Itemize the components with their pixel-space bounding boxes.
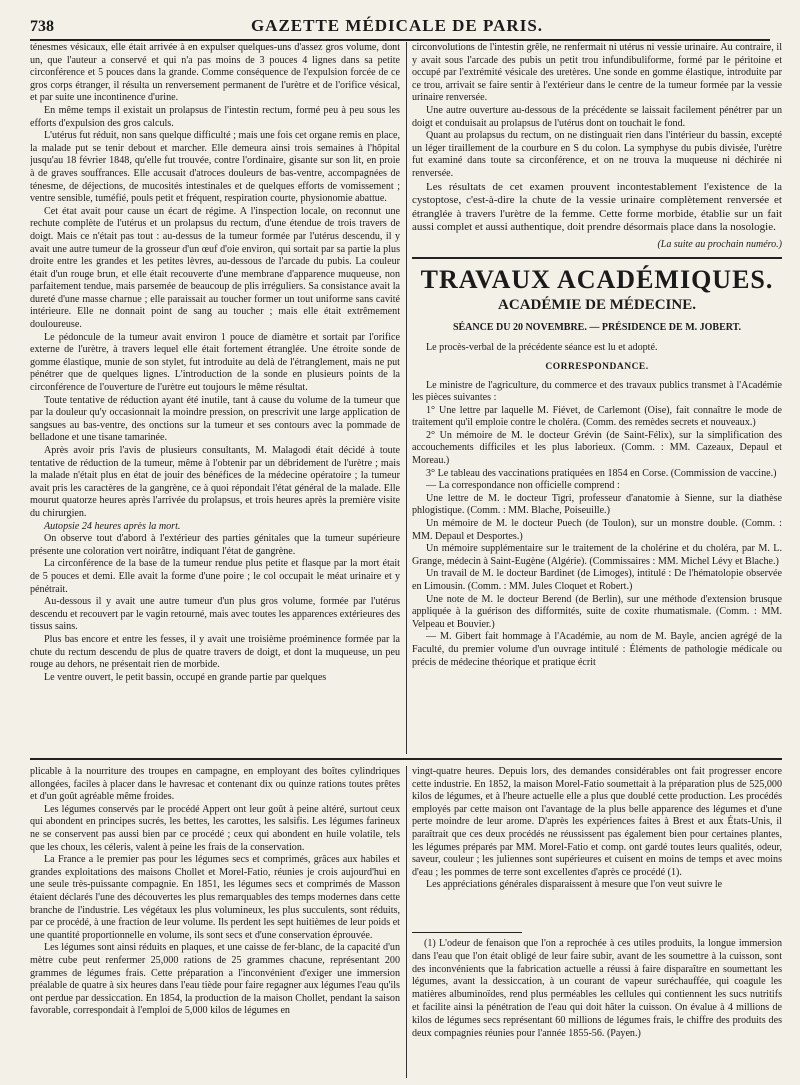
paragraph: Les légumes conservés par le procédé Appert ont leur goût à peine altéré, surtout ceux qui abondent en principes sucrés, les bettes, les carottes, les salsifis. Les légumes farineux ne se conservent pas aussi bien par ce procédé ; ceux qui abondent en huile volatile, tels que les choux, les céleris, valent à peine les frais de la conservation. — [30, 803, 400, 853]
section-rule — [412, 257, 782, 259]
paragraph: Toute tentative de réduction ayant été inutile, tant à cause du volume de la tumeur que par la douleur qu'y occasionnait la moindre pression, on prescrivit une large application de sangsues au bas-ventre, des onctions sur la tumeur et ses contours avec la pommade de belladone et une tisane tamarinée. — [30, 394, 400, 444]
subheading-autopsie: Autopsie 24 heures après la mort. — [44, 520, 181, 532]
page-number: 738 — [30, 18, 54, 35]
paragraph: plicable à la nourriture des troupes en campagne, en employant des boîtes cylindriques allongées, faciles à placer dans le havresac et contenant dix ou quinze rations toutes prêtes et d'un goût agréable même froides. — [30, 766, 400, 803]
paragraph: Le ministre de l'agriculture, du commerce et des travaux publics transmet à l'Académie les pièces suivantes : — [412, 379, 782, 404]
paragraph: vingt-quatre heures. Depuis lors, des demandes considérables ont fait progresser encore cette industrie. En 1852, la maison Morel-Fatio soumettait à la préparation plus de 525,000 kilos de légumes, et à l'heure actuelle elle a plus que doublé cette production. Les procédés employés par cette maison ont l'avantage de la plus belle apparence des légumes et d'une perte moindre de leur arome. D'après les expériences faites à Brest et aux États-Unis, il paraîtrait que ces deux procédés ne réussissent pas également bien pour certaines plantes, les légumes préparés par MM. Morel-Fatio et comp. ont gardé toutes leurs qualités, odeur, saveur, couleur ; les juliennes sont supérieures et cuisent en moins de temps et avec moins d'eau ; les pommes de terre sont excellentes d'après ce procédé (1). — [412, 766, 782, 878]
paragraph: ténesmes vésicaux, elle était arrivée à en expulser quelques-uns d'assez gros volume, dont un, que l'auteur a conservé et qui n'a pas moins de 3 pouces 4 lignes dans sa petite circonférence et 5 pouces dans la grande. Comme conséquence de l'expulsion forcée de ce gros corps étranger, il résulta un renversement permanent de l'urètre et de l'orifice vésical, et par suite une incontinence d'urine. — [30, 42, 400, 104]
paragraph: La circonférence de la base de la tumeur rendue plus petite et flasque par la mort était de 5 pouces et demi. Elle avait la forme d'une poire ; le col occupait le méat urinaire et y pénétrait. — [30, 558, 400, 595]
paragraph: — La correspondance non officielle comprend : — [426, 480, 620, 492]
paragraph: L'utérus fut réduit, non sans quelque difficulté ; mais une fois cet organe remis en place, la malade put se tenir debout et marcher. Elle demeura ainsi trois semaines à l'hôpital jusqu'au 18 février 1848, qu'elle fut trouvée, contre l'ordinaire, gisante sur son lit, en proie à de graves souffrances. Elle accusait d'atroces douleurs de bas-ventre, accompagnées de ténesme, de déjections, de mucosités intestinales et de quelques efforts de vomissement ; ventre sensible, tuméfié, pouls petit et fréquent, respiration courte, physionomie abattue. — [30, 130, 400, 205]
paragraph: Une lettre de M. le docteur Tigri, professeur d'anatomie à Sienne, sur la diathèse phlogistique. (Comm. : MM. Blache, Poiseuille.) — [412, 492, 782, 517]
column-bottom-right — [412, 766, 782, 928]
paragraph: Les appréciations générales disparaissent à mesure que l'on veut suivre le — [426, 879, 723, 891]
column-top-left — [30, 42, 400, 754]
paragraph: Le procès-verbal de la précédente séance est lu et adopté. — [426, 342, 658, 354]
paragraph: En même temps il existait un prolapsus de l'intestin rectum, formé peu à peu sous les efforts d'expulsion des gros calculs. — [30, 104, 400, 129]
paragraph: Un mémoire supplémentaire sur le traitement de la cholérine et du choléra, par M. L. Grange, médecin à Saint-Eugène (Algérie). (Commissaires : MM. Michel Lévy et Blache.) — [412, 543, 782, 567]
paragraph: Le ventre ouvert, le petit bassin, occupé en grande partie par quelques — [44, 671, 327, 683]
paragraph: circonvolutions de l'intestin grêle, ne renfermait ni utérus ni vessie urinaire. Au contraire, il y avait sous l'arcade des pubis un petit trou infundibuliforme, formé par le péritoine et occupé par l'extrémité vésicale des uretères. Une sonde en gomme élastique, introduite par ce trou, arrivait se faire sentir à l'extérieur dans le centre de la tumeur formée par la vessie urinaire renversée. — [412, 42, 782, 104]
section-subtitle: ACADÉMIE DE MÉDECINE. — [498, 297, 696, 314]
seance-line: SÉANCE DU 20 NOVEMBRE. — PRÉSIDENCE DE M. JOBERT. — [452, 321, 742, 333]
paragraph: Un mémoire de M. le docteur Puech (de Toulon), sur un monstre double. (Comm. : MM. Depaul et Desportes.) — [412, 518, 782, 542]
continuation-note: (La suite au prochain numéro.) — [657, 238, 782, 250]
correspondence-heading: CORRESPONDANCE. — [545, 361, 649, 372]
paragraph: Les légumes sont ainsi réduits en plaques, et une caisse de fer-blanc, de la capacité d'un mètre cube peut renfermer 25,000 rations de 25 grammes chacune, représentant 200 grammes de légumes frais. Cette préparation a l'inconvénient d'exiger une immersion préalable de quatre à six heures dans l'eau tiède pour faire regagner aux légumes l'eau qu'ils ont perdue par dessiccation. En 1854, la production de la maison Chollet, pendant la saison favorable, correspondait à l'emploi de 5,000 kilos de légumes en — [30, 942, 400, 1017]
section-separator — [30, 758, 782, 760]
paragraph: Après avoir pris l'avis de plusieurs consultants, M. Malagodi était décidé à toute tentative de réduction de la tumeur, même à l'obtenir par un débridement de l'urètre ; mais la malade n'était plus en état de jouir des bénéfices de la médecine opératoire ; la tumeur avait pris les caractères de la gangrène, ce à quoi répondait l'état général de la malade. Elle mourut quatorze heures après l'arrivée du prolapsus, et trois heures après la première visite du chirurgien. — [30, 445, 400, 519]
footnote-rule — [412, 932, 522, 933]
paragraph: Les résultats de cet examen prouvent incontestablement l'existence de la cystoptose, c'est-à-dire la chute de la vessie urinaire complètement renversée et étranglée à travers l'urètre de la femme. Cette forme morbide, établie sur un fait aussi complet et aussi authentique, doit prendre désormais place dans la nosologie. — [412, 180, 782, 234]
footnote — [412, 938, 782, 1040]
paragraph: Un travail de M. le docteur Bardinet (de Limoges), intitulé : De l'hématolopie observée en Limousin. (Comm. : MM. Jules Cloquet et Robert.) — [412, 568, 782, 592]
column-bottom-left — [30, 766, 400, 1078]
footnote-text: (1) L'odeur de fenaison que l'on a reprochée à ces utiles produits, la longue immersion dans l'eau que l'on était obligé de leur faire subir, avant de les soumettre à la cuisson, sont des inconvénients que la fabrication actuelle a réussi à faire disparaître en soumettant les légumes, avant la dessiccation, à un courant de vapeur suréchauffée, qui coagule les matières albuminoïdes, rend plus perméables les cellules qui contiennent les sucs nutritifs et facilite ainsi la pénétration de l'eau qui doit hâter la cuisson. On évalue à 4 millions de kilos de légumes secs représentant 60 millions de légumes frais, le chiffre des produits des deux compagnies réunies pour l'année 1855-56. (Payen.) — [412, 938, 782, 1039]
paragraph: Au-dessous il y avait une autre tumeur d'un plus gros volume, formée par l'utérus descendu et recouvert par le vagin retourné, mais avec toutes les apparences extérieures des tissus sains. — [30, 596, 400, 633]
column-top-right — [412, 42, 782, 754]
paragraph: Plus bas encore et entre les fesses, il y avait une troisième proéminence formée par la chute du rectum descendu de plus de quatre travers de doigt, et dont la muqueuse, un peu rouge au dehors, ne présentait rien de morbide. — [30, 633, 400, 671]
page-header — [30, 10, 770, 41]
column-divider — [406, 42, 407, 754]
paragraph: 1° Une lettre par laquelle M. Fiévet, de Carlemont (Oise), fait connaître le mode de traitement qu'il emploie contre le choléra. (Comm. des remèdes secrets et nouveaux.) — [412, 404, 782, 429]
paragraph: Cet état avait pour cause un écart de régime. A l'inspection locale, on reconnut une rechute complète de l'utérus et un prolapsus du rectum, d'une étendue de trois travers de doigt. Mais ce n'était pas tout : au-dessus de la tumeur formée par l'utérus descendu, il y avait une autre tumeur de la grosseur d'un œuf d'oie environ, qui sortait par sa partie la plus droite entre les grandes et les petites lèvres, au-dessous de l'arcade du pubis. La couleur était d'un rouge brun, et elle était recouverte d'une membrane d'apparence muqueuse, non parfaitement tendue, mais parsemée de beaucoup de plis irréguliers. Sa consistance avait la dureté d'une masse charnue ; elle paraissait au toucher former un tout uniforme sans cavité intérieure. Elle ne donnait point de sang au toucher ; mais elle était extrêmement douloureuse. — [30, 205, 400, 331]
paragraph: — M. Gibert fait hommage à l'Académie, au nom de M. Bayle, ancien agrégé de la Faculté, du premier volume d'un ouvrage intitulé : Éléments de pathologie médicale ou précis de médecine théorique et pratique écrit — [412, 631, 782, 668]
paragraph: On observe tout d'abord à l'extérieur des parties génitales que la tumeur supérieure présente une coloration vert noirâtre, indiquant l'état de gangrène. — [30, 533, 400, 557]
paragraph: La France a le premier pas pour les légumes secs et comprimés, grâces aux habiles et grandes exploitations des maisons Chollet et Morel-Fatio, réunies je crois aujourd'hui en une seule très-puissante compagnie. En 1851, les légumes secs et comprimés de Masson étaient déclarés l'une des découvertes les plus remarquables des temps modernes dans cette branche de l'industrie. Les végétaux les plus volumineux, les plus succulents, sont réduits, par ce procédé, à une fraction de leur volume. Ils perdent les sept huitièmes de leur poids et une quantité proportionnelle en volume, ils sont secs et d'une conservation éprouvée. — [30, 854, 400, 941]
section-title: TRAVAUX ACADÉMIQUES. — [420, 265, 774, 295]
paragraph: Quant au prolapsus du rectum, on ne distinguait rien dans l'intérieur du bassin, excepté un léger tiraillement de la courbure en S du colon. La symphyse du pubis divisée, l'urètre fut examiné dans toute sa circonférence, et on ne trouva la muqueuse ni déchirée ni renversée. — [412, 130, 782, 179]
column-divider — [406, 766, 407, 1078]
paragraph: 2° Un mémoire de M. le docteur Grévin (de Saint-Félix), sur la simplification des accouchements difficiles et les plus laborieux. (Comm. : MM. Cazeaux, Depaul et Moreau.) — [412, 429, 782, 467]
journal-title: GAZETTE MÉDICALE DE PARIS. — [250, 16, 544, 35]
paragraph: 3° Le tableau des vaccinations pratiquées en 1854 en Corse. (Commission de vaccine.) — [426, 467, 777, 479]
paragraph: Une autre ouverture au-dessous de la précédente se laissait facilement pénétrer par un doigt et conduisait au prolapsus de l'utérus dont on touchait le fond. — [412, 104, 782, 129]
paragraph: Le pédoncule de la tumeur avait environ 1 pouce de diamètre et sortait par l'orifice externe de l'urètre, à travers lequel elle était fortement étranglée. Une étroite sonde de gomme élastique, munie de son stylet, fut introduite au delà de l'étranglement, mais ne put pénétrer que de quelques lignes. L'introduction de la sonde en plusieurs points de la circonférence de l'ouverture de l'urètre eut toujours le même résultat. — [30, 331, 400, 394]
paragraph: Une note de M. le docteur Berend (de Berlin), sur une méthode d'extension brusque appliquée à la guérison des difformités, suite de coxite rhumatismale. (Comm. : MM. Velpeau et Bouvier.) — [412, 593, 782, 630]
